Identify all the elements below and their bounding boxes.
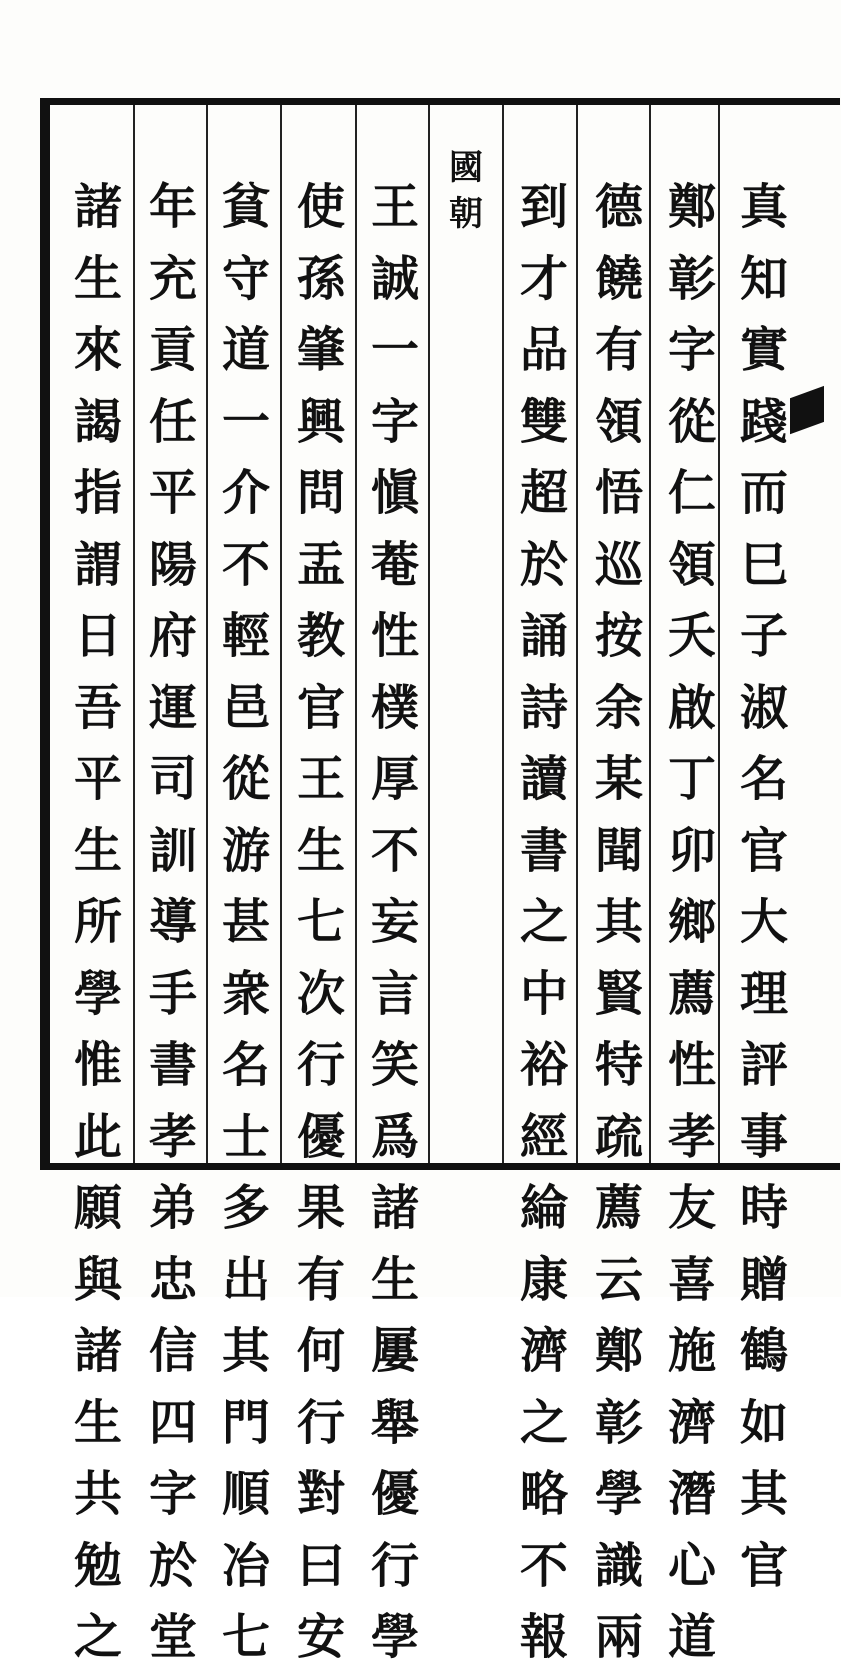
text-char: 賢 — [594, 965, 643, 1022]
text-char: 書 — [519, 822, 568, 879]
text-char: 學 — [370, 1609, 419, 1665]
text-char: 道 — [221, 322, 270, 378]
text-char: 信 — [148, 1323, 197, 1379]
text-char: 導 — [148, 894, 197, 950]
text-char: 特 — [594, 1037, 643, 1093]
text-char: 生 — [370, 1251, 419, 1308]
text-char: 鄭 — [594, 1323, 643, 1379]
text-char: 妄 — [370, 894, 419, 950]
text-char: 爲 — [370, 1108, 419, 1165]
column-rule — [428, 105, 430, 1163]
text-char: 雙 — [519, 393, 568, 450]
text-char: 丁 — [667, 751, 716, 807]
text-char: 知 — [739, 250, 788, 307]
text-char: 四 — [148, 1394, 197, 1451]
text-char: 盂 — [296, 536, 345, 593]
text-char: 王 — [370, 179, 419, 235]
text-char: 平 — [148, 465, 197, 521]
text-char: 生 — [73, 822, 122, 879]
text-char: 願 — [73, 1180, 122, 1236]
text-char: 啟 — [667, 679, 716, 736]
text-char: 學 — [73, 965, 122, 1022]
text-char: 貧 — [221, 179, 270, 235]
text-char: 其 — [221, 1323, 270, 1379]
text-char: 誦 — [519, 608, 568, 664]
text-char: 名 — [739, 751, 788, 807]
text-column-9 — [66, 172, 130, 1674]
text-char: 兩 — [594, 1609, 643, 1665]
text-char: 士 — [221, 1108, 270, 1165]
text-column-1 — [732, 172, 796, 1602]
text-char: 其 — [739, 1466, 788, 1522]
text-char: 濟 — [667, 1394, 716, 1451]
text-char: 興 — [296, 393, 345, 450]
text-char: 指 — [73, 465, 122, 521]
text-char: 有 — [594, 322, 643, 378]
text-char: 之 — [519, 894, 568, 950]
text-char: 踐 — [739, 393, 788, 450]
text-char: 與 — [73, 1251, 122, 1308]
text-char: 諸 — [370, 1180, 419, 1236]
text-char: 謂 — [73, 536, 122, 593]
text-char: 其 — [594, 894, 643, 950]
text-char: 才 — [519, 250, 568, 307]
text-char: 巳 — [739, 536, 788, 593]
text-char: 報 — [519, 1609, 568, 1665]
text-char: 從 — [667, 393, 716, 450]
text-char: 品 — [519, 322, 568, 378]
text-char: 書 — [148, 1037, 197, 1093]
text-char: 鄭 — [667, 179, 716, 235]
text-char: 任 — [148, 393, 197, 450]
text-char: 饒 — [594, 250, 643, 307]
text-char: 領 — [667, 536, 716, 593]
text-char: 堂 — [148, 1609, 197, 1665]
text-char: 優 — [296, 1108, 345, 1165]
text-char: 潛 — [667, 1466, 716, 1522]
text-char: 裕 — [519, 1037, 568, 1093]
text-char: 對 — [296, 1466, 345, 1522]
text-char: 吾 — [73, 679, 122, 736]
text-char: 識 — [594, 1537, 643, 1594]
text-char: 行 — [296, 1037, 345, 1093]
text-char: 彰 — [667, 250, 716, 307]
text-char: 悟 — [594, 465, 643, 521]
text-char: 愼 — [370, 465, 419, 521]
text-char: 施 — [667, 1323, 716, 1379]
text-char: 甚 — [221, 894, 270, 950]
text-char: 教 — [296, 608, 345, 664]
text-char: 德 — [594, 179, 643, 235]
text-char: 淑 — [739, 679, 788, 736]
text-char: 大 — [739, 894, 788, 950]
text-char: 官 — [739, 1537, 788, 1594]
text-char: 卯 — [667, 822, 716, 879]
text-column-3 — [587, 172, 651, 1674]
text-char: 厚 — [370, 751, 419, 807]
text-char: 官 — [296, 679, 345, 736]
text-char: 多 — [221, 1180, 270, 1236]
text-char: 有 — [296, 1251, 345, 1308]
text-char: 一 — [370, 322, 419, 378]
text-char: 道 — [667, 1609, 716, 1665]
column-rule — [502, 105, 504, 1163]
text-char: 詩 — [519, 679, 568, 736]
text-char: 朝 — [449, 194, 483, 234]
text-char: 生 — [73, 250, 122, 307]
text-char: 仁 — [667, 465, 716, 521]
text-char: 年 — [148, 179, 197, 235]
text-char: 王 — [296, 751, 345, 807]
text-char: 綸 — [519, 1180, 568, 1236]
text-char: 鶴 — [739, 1323, 788, 1379]
text-char: 門 — [221, 1394, 270, 1451]
text-char: 游 — [221, 822, 270, 879]
text-char: 官 — [739, 822, 788, 879]
text-char: 性 — [370, 608, 419, 664]
text-char: 薦 — [667, 965, 716, 1022]
text-char: 時 — [739, 1180, 788, 1236]
text-char: 如 — [739, 1394, 788, 1451]
text-char: 鄉 — [667, 894, 716, 950]
text-char: 出 — [221, 1251, 270, 1308]
text-char: 輕 — [221, 608, 270, 664]
text-column-8 — [141, 172, 205, 1674]
text-char: 云 — [594, 1251, 643, 1308]
text-char: 不 — [519, 1537, 568, 1594]
text-char: 友 — [667, 1180, 716, 1236]
text-char: 超 — [519, 465, 568, 521]
text-char: 孫 — [296, 250, 345, 307]
text-char: 理 — [739, 965, 788, 1022]
text-char: 次 — [296, 965, 345, 1022]
text-char: 國 — [449, 148, 483, 188]
text-char: 不 — [370, 822, 419, 879]
text-char: 樸 — [370, 679, 419, 736]
text-char: 司 — [148, 751, 197, 807]
text-char: 運 — [148, 679, 197, 736]
text-char: 諸 — [73, 179, 122, 235]
text-char: 忠 — [148, 1251, 197, 1308]
text-char: 問 — [296, 465, 345, 521]
text-char: 所 — [73, 894, 122, 950]
text-char: 日 — [73, 608, 122, 664]
text-char: 優 — [370, 1466, 419, 1522]
text-char: 邑 — [221, 679, 270, 736]
text-char: 謁 — [73, 393, 122, 450]
text-char: 字 — [148, 1466, 197, 1522]
text-char: 疏 — [594, 1108, 643, 1165]
column-rule — [355, 105, 357, 1163]
text-char: 心 — [667, 1537, 716, 1594]
text-char: 來 — [73, 322, 122, 378]
text-char: 之 — [519, 1394, 568, 1451]
text-char: 笑 — [370, 1037, 419, 1093]
text-char: 訓 — [148, 822, 197, 879]
text-char: 中 — [519, 965, 568, 1022]
text-char: 名 — [221, 1037, 270, 1093]
text-char: 經 — [519, 1108, 568, 1165]
text-column-7 — [214, 172, 278, 1674]
text-char: 行 — [370, 1537, 419, 1594]
text-char: 事 — [739, 1108, 788, 1165]
text-char: 到 — [519, 179, 568, 235]
text-char: 惟 — [73, 1037, 122, 1093]
text-char: 安 — [296, 1609, 345, 1665]
text-char: 手 — [148, 965, 197, 1022]
text-char: 康 — [519, 1251, 568, 1308]
text-char: 領 — [594, 393, 643, 450]
text-char: 巡 — [594, 536, 643, 593]
text-char: 夭 — [667, 608, 716, 664]
column-rule — [133, 105, 135, 1163]
text-char: 守 — [221, 250, 270, 307]
text-char: 孝 — [148, 1108, 197, 1165]
text-char: 府 — [148, 608, 197, 664]
text-char: 肇 — [296, 322, 345, 378]
text-char: 實 — [739, 322, 788, 378]
text-char: 不 — [221, 536, 270, 593]
text-char: 性 — [667, 1037, 716, 1093]
text-char: 充 — [148, 250, 197, 307]
text-char: 於 — [519, 536, 568, 593]
text-column-2 — [660, 172, 724, 1674]
text-char: 生 — [296, 822, 345, 879]
text-char: 衆 — [221, 965, 270, 1022]
text-char: 平 — [73, 751, 122, 807]
text-char: 順 — [221, 1466, 270, 1522]
text-column-5 — [363, 172, 427, 1674]
text-char: 字 — [667, 322, 716, 378]
text-char: 行 — [296, 1394, 345, 1451]
column-rule — [280, 105, 282, 1163]
text-char: 果 — [296, 1180, 345, 1236]
text-column-6 — [289, 172, 353, 1674]
text-char: 濟 — [519, 1323, 568, 1379]
text-char: 誠 — [370, 250, 419, 307]
text-char: 此 — [73, 1108, 122, 1165]
text-char: 勉 — [73, 1537, 122, 1594]
text-char: 喜 — [667, 1251, 716, 1308]
text-char: 使 — [296, 179, 345, 235]
text-char: 七 — [221, 1609, 270, 1665]
text-char: 彰 — [594, 1394, 643, 1451]
text-char: 舉 — [370, 1394, 419, 1451]
column-rule — [206, 105, 208, 1163]
text-char: 贈 — [739, 1251, 788, 1308]
text-char: 屢 — [370, 1323, 419, 1379]
text-char: 何 — [296, 1323, 345, 1379]
text-char: 評 — [739, 1037, 788, 1093]
text-char: 之 — [73, 1609, 122, 1665]
text-char: 陽 — [148, 536, 197, 593]
text-char: 貢 — [148, 322, 197, 378]
text-char: 真 — [739, 179, 788, 235]
text-char: 略 — [519, 1466, 568, 1522]
text-char: 而 — [739, 465, 788, 521]
text-char: 從 — [221, 751, 270, 807]
text-char: 一 — [221, 393, 270, 450]
text-char: 於 — [148, 1537, 197, 1594]
text-char: 弟 — [148, 1180, 197, 1236]
text-char: 言 — [370, 965, 419, 1022]
column-rule — [576, 105, 578, 1163]
text-char: 生 — [73, 1394, 122, 1451]
text-char: 字 — [370, 393, 419, 450]
text-char: 某 — [594, 751, 643, 807]
text-char: 菴 — [370, 536, 419, 593]
text-char: 七 — [296, 894, 345, 950]
text-char: 孝 — [667, 1108, 716, 1165]
text-char: 諸 — [73, 1323, 122, 1379]
text-char: 介 — [221, 465, 270, 521]
text-char: 學 — [594, 1466, 643, 1522]
text-char: 薦 — [594, 1180, 643, 1236]
text-char: 共 — [73, 1466, 122, 1522]
text-char: 按 — [594, 608, 643, 664]
text-char: 聞 — [594, 822, 643, 879]
text-char: 子 — [739, 608, 788, 664]
text-column-4 — [512, 172, 576, 1674]
text-char: 讀 — [519, 751, 568, 807]
text-char: 曰 — [296, 1537, 345, 1594]
text-column-heading — [434, 145, 498, 237]
text-char: 冶 — [221, 1537, 270, 1594]
text-char: 余 — [594, 679, 643, 736]
